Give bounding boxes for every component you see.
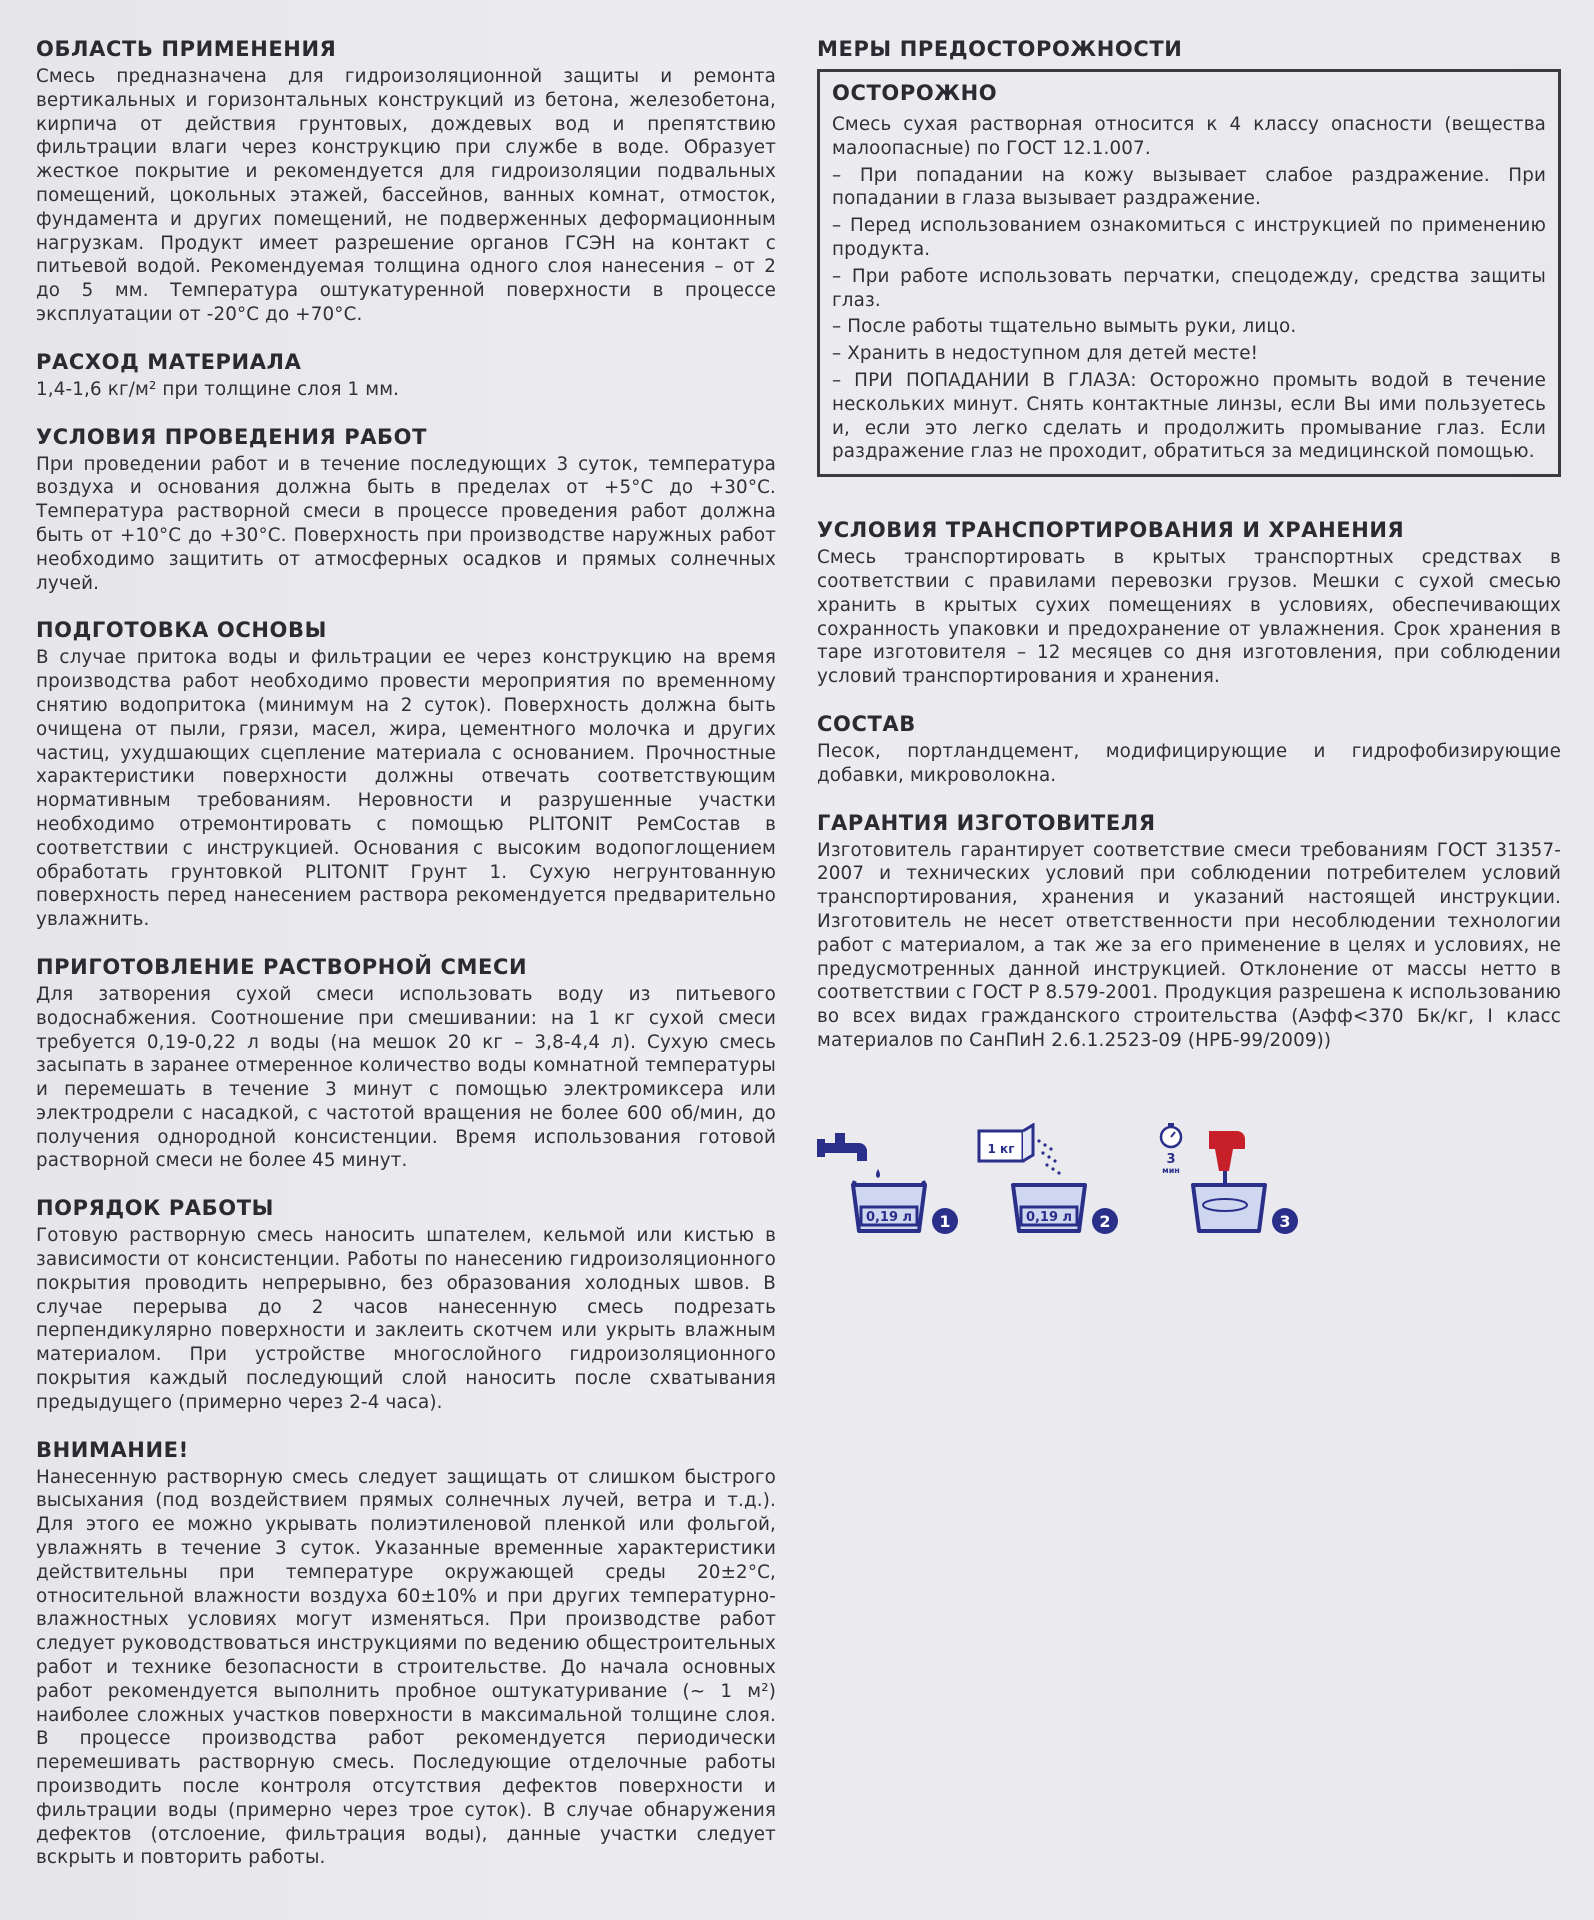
water-amount-label: 0,19 л (1025, 1209, 1073, 1225)
section-title: УСЛОВИЯ ПРОВЕДЕНИЯ РАБОТ (36, 424, 428, 449)
water-amount-label: 0,19 л (865, 1209, 913, 1225)
section-text: Для затворения сухой смеси использовать воду из питьевого водоснабжения. Соотношение при смешивании: на 1 кг сухой смеси требуется 0,19-0,22 л воды (на мешок 20 кг – 3,8-4,4 л). Сухую смесь засыпать в заранее отмеренное количество воды комнатной температуры и перемешать в течение 3 минут с помощью электромиксера или электродрели с насадкой, с частотой вращения не более 600 об/мин, до получения однородной консистенции. Время использования готовой растворной смеси не более 45 минут. (36, 983, 776, 1172)
step-1-add-water (817, 1123, 977, 1243)
section-text: Изготовитель гарантирует соответствие смеси требованиям ГОСТ 31357-2007 и технических условий при соблюдении потребителем условий транспортирования, хранения и указаний настоящей инструкции. Изготовитель не несет ответственности при несоблюдении технологии работ с материалом, а так же за его применение в целях и условиях, не предусмотренных данной инструкцией. Отклонение от массы нетто в соответствии с ГОСТ Р 8.579-2001. Продукция разрешена к использованию во всех видах гражданского строительства (Аэфф<370 Бк/кг, I класс материалов по СанПиН 2.6.1.2523-09 (НРБ-99/2009)) (817, 839, 1561, 1051)
caution-line: Смесь сухая растворная относится к 4 классу опасности (вещества малоопасные) по ГОСТ 12.1.007. (832, 114, 1546, 159)
section-attention (36, 1437, 776, 1871)
caution-line: – Хранить в недоступном для детей месте! (832, 343, 1259, 365)
section-text: 1,4-1,6 кг/м² при толщине слоя 1 мм. (36, 378, 400, 400)
section-title: УСЛОВИЯ ТРАНСПОРТИРОВАНИЯ И ХРАНЕНИЯ (817, 518, 1405, 543)
section-title: ГАРАНТИЯ ИЗГОТОВИТЕЛЯ (817, 810, 1156, 835)
section-title: ПОДГОТОВКА ОСНОВЫ (36, 618, 327, 643)
section-transport-storage (817, 517, 1561, 689)
caution-line: – Перед использованием ознакомиться с инструкцией по применению продукта. (832, 215, 1546, 260)
step-number: 3 (1279, 1211, 1291, 1231)
bag-bucket-icon (977, 1123, 1137, 1243)
section-title: ОБЛАСТЬ ПРИМЕНЕНИЯ (36, 37, 337, 61)
section-consumption (36, 349, 776, 402)
mixing-steps (817, 1123, 1561, 1253)
section-work-conditions (36, 424, 776, 596)
section-text: Смесь предназначена для гидроизоляционной защиты и ремонта вертикальных и горизонтальных конструкций из бетона, железобетона, кирпича от действия грунтовых, дождевых вод и препятствию фильтрации влаги через конструкцию при службе в воде. Образует жесткое покрытие и рекомендуется для гидроизоляции подвальных помещений, цокольных этажей, бассейнов, ванных комнат, отмосток, фундамента и других помещений, не подверженных деформационным нагрузкам. Продукт имеет разрешение органов ГСЭН на контакт с питьевой водой. Рекомендуемая толщина одного слоя нанесения – от 2 до 5 мм. Температура оштукатуренной поверхности в процессе эксплуатации от -20°С до +70°С. (36, 66, 776, 325)
section-text: Нанесенную растворную смесь следует защищать от слишком быстрого высыхания (под воздействием прямых солнечных лучей, ветра и т.д.). Для этого ее можно укрывать полиэтиленовой пленкой или фольгой, увлажнять в течение 3 суток. Указанные временные характеристики действительны при температуре окружающей среды 20±2°С, относительной влажности воздуха 60±10% и при других температурно-влажностных условиях могут изменяться. При производстве работ следует руководствоваться инструкциями по ведению общестроительных работ и технике безопасности в строительстве. До начала основных работ рекомендуется выполнить пробное оштукатуривание (~ 1 м²) наиболее сложных участков поверхности в максимальной толщине слоя. В процессе производства работ рекомендуется периодически перемешивать растворную смесь. Последующие отделочные работы производить после контроля отсутствия дефектов поверхности и фильтрации воды (примерно через трое суток). В случае обнаружения дефектов (отслоение, фильтрация воды), данные участки следует вскрыть и повторить работы. (36, 1466, 776, 1869)
section-application (36, 36, 776, 327)
section-work-order (36, 1195, 776, 1414)
right-column (817, 36, 1561, 1253)
precautions-title: МЕРЫ ПРЕДОСТОРОЖНОСТИ (817, 37, 1183, 61)
drill-timer-icon (1157, 1123, 1317, 1243)
mix-time-value: 3 (1166, 1151, 1176, 1167)
section-text: Смесь транспортировать в крытых транспортных средствах в соответствии с правилами перевозки грузов. Мешки с сухой смесью хранить в крытых сухих помещениях в условиях, обеспечивающих сохранность упаковки и предохранение от увлажнения. Срок хранения в таре изготовителя – 12 месяцев со дня изготовления, при соблюдении условий транспортирования и хранения. (817, 547, 1561, 688)
section-text: Песок, портландцемент, модифицирующие и гидрофобизирующие добавки, микроволокна. (817, 740, 1561, 786)
faucet-bucket-icon (817, 1123, 977, 1243)
section-title: ПОРЯДОК РАБОТЫ (36, 1196, 275, 1221)
section-mix-preparation (36, 954, 776, 1173)
section-title: РАСХОД МАТЕРИАЛА (36, 349, 302, 374)
left-column (36, 36, 776, 1892)
section-warranty (817, 810, 1561, 1053)
step-number: 1 (939, 1211, 951, 1231)
bag-weight-label: 1 кг (987, 1141, 1015, 1156)
section-text: Готовую растворную смесь наносить шпателем, кельмой или кистью в зависимости от консистенции. Работы по нанесению гидроизоляционного покрытия проводить непрерывно, без образования холодных швов. В случае перерыва до 2 часов нанесенную смесь подрезать перпендикулярно поверхности и заклеить скотчем или укрыть влажным материалом. При устройстве многослойного гидроизоляционного покрытия каждый последующий слой наносить после схватывания предыдущего (примерно через 2-4 часа). (36, 1225, 776, 1413)
caution-line: – ПРИ ПОПАДАНИИ В ГЛАЗА: Осторожно промыть водой в течение нескольких минут. Снять контактные линзы, если Вы ими пользуетесь и, если это легко сделать и продолжить промывание глаз. Если раздражение глаз не проходит, обратиться за медицинской помощью. (832, 369, 1546, 463)
section-composition (817, 711, 1561, 788)
section-base-preparation (36, 617, 776, 932)
step-2-add-powder (977, 1123, 1137, 1243)
section-title: ПРИГОТОВЛЕНИЕ РАСТВОРНОЙ СМЕСИ (36, 954, 528, 979)
caution-line: – При работе использовать перчатки, спецодежду, средства защиты глаз. (832, 265, 1546, 311)
step-number: 2 (1099, 1211, 1111, 1231)
caution-line: – После работы тщательно вымыть руки, лицо. (832, 316, 1297, 338)
section-title: ВНИМАНИЕ! (36, 1437, 189, 1462)
step-3-mix (1157, 1123, 1317, 1243)
section-text: В случае притока воды и фильтрации ее через конструкцию на время производства работ необходимо провести мероприятия по временному снятию водопритока (минимум на 2 суток). Поверхность должна быть очищена от пыли, грязи, масел, жира, цементного молочка и других частиц, ухудшающих сцепление материала с основанием. Прочностные характеристики поверхности должны отвечать соответствующим нормативным требованиям. Неровности и разрушенные участки необходимо отремонтировать с помощью PLITONIT РемСостав в соответствии с инструкцией. Основания с высоким водопоглощением обработать грунтовкой PLITONIT Грунт 1. Сухую негрунтованную поверхность перед нанесением раствора рекомендуется предварительно увлажнить. (36, 647, 776, 931)
section-text: При проведении работ и в течение последующих 3 суток, температура воздуха и основания должна быть в пределах от +5°С до +30°С. Температура растворной смеси в процессе проведения работ должна быть от +10°С до +30°С. Поверхность при производстве наружных работ необходимо защитить от атмосферных осадков и прямых солнечных лучей. (36, 453, 776, 594)
caution-line: – При попадании на кожу вызывает слабое раздражение. При попадании в глаза вызывает раздражение. (832, 164, 1546, 210)
mix-time-unit: мин (1162, 1165, 1180, 1175)
section-title: СОСТАВ (817, 711, 916, 736)
caution-box (817, 69, 1561, 477)
caution-title: ОСТОРОЖНО (832, 81, 998, 105)
